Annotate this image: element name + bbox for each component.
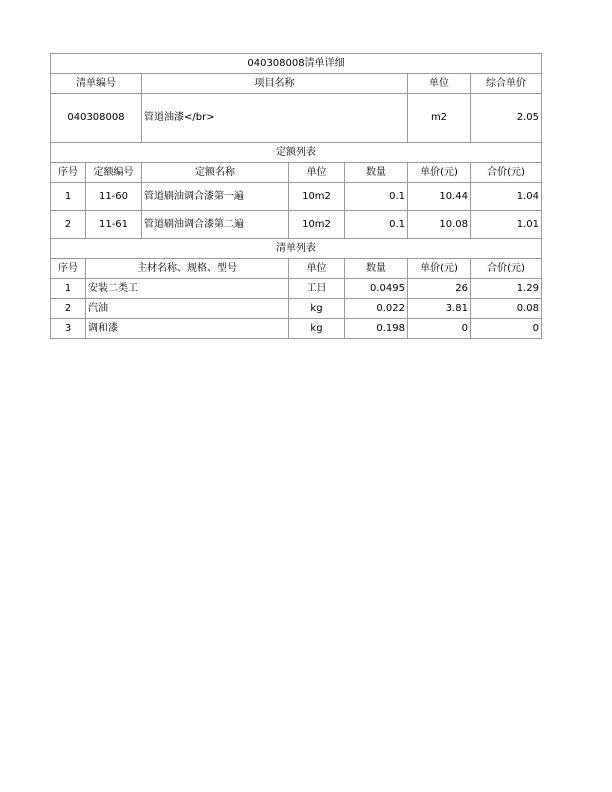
bill-price-header: 综合单价 bbox=[471, 74, 542, 94]
bill-name: 管道油漆</br> bbox=[142, 94, 408, 143]
material-header-row bbox=[51, 259, 542, 279]
material-unit-price: 26 bbox=[408, 279, 471, 299]
quota-seq: 2 bbox=[51, 211, 86, 239]
quota-total: 1.04 bbox=[471, 183, 542, 211]
material-total: 0 bbox=[471, 319, 542, 339]
bill-unit-header: 单位 bbox=[408, 74, 471, 94]
material-name: 安装二类工 bbox=[86, 279, 289, 299]
quota-qty: 0.1 bbox=[345, 183, 408, 211]
material-row bbox=[51, 319, 542, 339]
quota-header-row bbox=[51, 163, 542, 183]
bill-row bbox=[51, 94, 542, 143]
material-qty-header: 数量 bbox=[345, 259, 408, 279]
material-section-title: 清单列表 bbox=[51, 239, 542, 259]
quota-unit: 10m2 bbox=[289, 211, 345, 239]
quota-unit-price: 10.08 bbox=[408, 211, 471, 239]
bill-price: 2.05 bbox=[471, 94, 542, 143]
quota-row bbox=[51, 211, 542, 239]
bill-code: 040308008 bbox=[51, 94, 142, 143]
material-seq-header: 序号 bbox=[51, 259, 86, 279]
material-seq: 3 bbox=[51, 319, 86, 339]
material-row bbox=[51, 299, 542, 319]
quota-name: 管道刷油调合漆第一遍 bbox=[142, 183, 289, 211]
quota-section-row bbox=[51, 143, 542, 163]
material-name-header: 主材名称、规格、型号 bbox=[86, 259, 289, 279]
title-row bbox=[51, 54, 542, 74]
quota-name-header: 定额名称 bbox=[142, 163, 289, 183]
material-qty: 0.0495 bbox=[345, 279, 408, 299]
quota-unit-header: 单位 bbox=[289, 163, 345, 183]
material-seq: 1 bbox=[51, 279, 86, 299]
material-total-header: 合价(元) bbox=[471, 259, 542, 279]
quota-seq: 1 bbox=[51, 183, 86, 211]
material-row bbox=[51, 279, 542, 299]
quota-section-title: 定额列表 bbox=[51, 143, 542, 163]
quota-code: 11-61 bbox=[86, 211, 142, 239]
material-unit: kg bbox=[289, 299, 345, 319]
bill-code-header: 清单编号 bbox=[51, 74, 142, 94]
quota-total: 1.01 bbox=[471, 211, 542, 239]
quota-qty-header: 数量 bbox=[345, 163, 408, 183]
material-total: 1.29 bbox=[471, 279, 542, 299]
material-unit-price: 0 bbox=[408, 319, 471, 339]
material-unit-price: 3.81 bbox=[408, 299, 471, 319]
material-seq: 2 bbox=[51, 299, 86, 319]
quota-code: 11-60 bbox=[86, 183, 142, 211]
material-name: 汽油 bbox=[86, 299, 289, 319]
material-unit-header: 单位 bbox=[289, 259, 345, 279]
quota-unit: 10m2 bbox=[289, 183, 345, 211]
quota-code-header: 定额编号 bbox=[86, 163, 142, 183]
material-qty: 0.198 bbox=[345, 319, 408, 339]
material-unit: kg bbox=[289, 319, 345, 339]
material-unit: 工日 bbox=[289, 279, 345, 299]
bill-detail-table bbox=[50, 53, 542, 339]
material-total: 0.08 bbox=[471, 299, 542, 319]
bill-header-row bbox=[51, 74, 542, 94]
material-name: 调和漆 bbox=[86, 319, 289, 339]
quota-seq-header: 序号 bbox=[51, 163, 86, 183]
material-qty: 0.022 bbox=[345, 299, 408, 319]
quota-name: 管道刷油调合漆第二遍 bbox=[142, 211, 289, 239]
quota-row bbox=[51, 183, 542, 211]
material-section-row bbox=[51, 239, 542, 259]
bill-unit: m2 bbox=[408, 94, 471, 143]
material-unit-price-header: 单价(元) bbox=[408, 259, 471, 279]
bill-name-header: 项目名称 bbox=[142, 74, 408, 94]
quota-unit-price: 10.44 bbox=[408, 183, 471, 211]
quota-total-header: 合价(元) bbox=[471, 163, 542, 183]
quota-unit-price-header: 单价(元) bbox=[408, 163, 471, 183]
quota-qty: 0.1 bbox=[345, 211, 408, 239]
sheet-title: 040308008清单详细 bbox=[51, 54, 542, 74]
